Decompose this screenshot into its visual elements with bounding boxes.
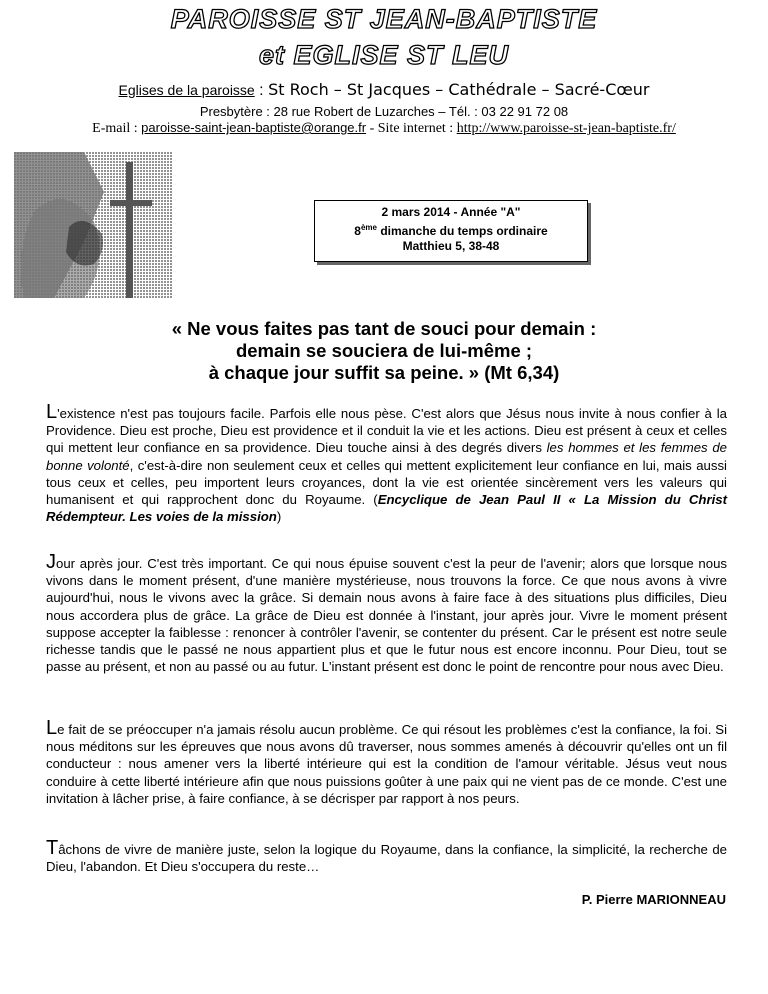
drop-letter: T — [46, 837, 59, 859]
churches-separator: : — [254, 82, 269, 99]
author-signature: P. Pierre MARIONNEAU — [581, 892, 726, 907]
website-link[interactable]: http://www.paroisse-st-jean-baptiste.fr/ — [456, 121, 676, 136]
parish-title: PAROISSE ST JEAN-BAPTISTE — [170, 4, 598, 34]
drop-letter: L — [46, 401, 58, 423]
quote-line-2: demain se souciera de lui-même ; — [235, 340, 533, 361]
churches-names: St Roch – St Jacques – Cathédrale – Sacré-Cœur — [268, 80, 650, 99]
paragraph-text: our après jour. C'est très important. Ce qui nous épuise souvent c'est la peur de l'avenir; alors que lorsque nous vivons dans le moment présent, d'une manière mystérieuse, nous trouvons la force. Ce que nous avons à vivre aujourd'hui, nous le vivons avec la grâce. Si demain nous avons à faire face à des situations plus difficiles, Dieu nous accordera plus de grâce. La grâce de Dieu est donnée à l'instant, jour après jour. Vivre le moment présent suppose accepter la faiblesse : renoncer à contrôler l'avenir, se contenter du présent. Car le présent est notre seule richesse tandis que le passé ne nous appartient plus et que le futur nous est encore inconnu. Pour Dieu, tout se passe au présent, et non au passé ou au futur. L'instant présent est donc le point de rencontre pour nous avec Dieu. — [46, 556, 727, 675]
contact-line — [0, 120, 768, 137]
paragraph-text: âchons de vivre de manière juste, selon la logique du Royaume, dans la confiance, la simplicité, la recherche de Dieu, l'abandon. Et Dieu s'occupera du reste… — [46, 842, 727, 875]
gospel-reference: Matthieu 5, 38-48 — [402, 239, 500, 253]
sunday-line — [315, 220, 587, 239]
paragraph-italic: les hommes et les femmes de bonne volonté — [46, 440, 728, 473]
drop-letter: J — [46, 551, 56, 573]
paragraph-text: 'existence n'est pas toujours facile. Parfois elle nous pèse. C'est alors que Jésus nous invite à nous confier à la Providence. Dieu est proche, Dieu est providence et il conduit la vie et les actions. Dieu est présent à ceux et celles qui mettent leur confiance en sa providence. Dieu touche ainsi à des degrés divers — [46, 406, 727, 456]
site-label: - Site internet : — [366, 121, 457, 136]
paragraph-3 — [46, 717, 727, 807]
paragraph-text: ) — [276, 509, 282, 525]
cross-engraving-image — [14, 152, 172, 298]
sunday-ordinal: ème — [360, 223, 377, 232]
churches-label: Eglises de la paroisse — [118, 82, 255, 98]
gospel-quote — [0, 318, 768, 384]
drop-letter: L — [46, 717, 58, 739]
email-label: E-mail : — [92, 121, 142, 136]
date-box — [314, 200, 588, 262]
quote-line-3: à chaque jour suffit sa peine. » (Mt 6,34) — [208, 362, 560, 383]
presbytere-address: Presbytère : 28 rue Robert de Luzarches – Tél. : 03 22 91 72 08 — [199, 104, 569, 119]
date-line: 2 mars 2014 - Année "A" — [381, 205, 521, 219]
paragraph-1 — [46, 401, 728, 525]
paragraph-text: e fait de se préoccuper n'a jamais résolu aucun problème. Ce qui résout les problèmes c'est la confiance, la foi. Si nous méditons sur les épreuves que nous avons dû traverser, nous sommes amenés à découvrir qu'elles ont un fil conducteur : nous amener vers la liberté intérieure qui est la condition de l'amour véritable. Jésus veut nous conduire à cette liberté intérieure afin que nous puissions goûter à une paix qui ne vient pas de ce monde. C'est une invitation à lâcher prise, à faire confiance, à se décrisper par rapport à nos peurs. — [46, 722, 727, 806]
sunday-label: dimanche du temps ordinaire — [377, 224, 548, 238]
paragraph-2 — [46, 551, 727, 675]
paragraph-4 — [46, 837, 727, 875]
encyclical-reference: Encyclique de Jean Paul II « La Mission du Christ Rédempteur. Les voies de la mission — [46, 492, 727, 525]
quote-line-1: « Ne vous faites pas tant de souci pour demain : — [171, 318, 597, 339]
paragraph-text: , c'est-à-dire non seulement ceux et celles qui mettent explicitement leur confiance en lui, mais aussi tous ceux et celles, peu importent leurs croyances, dont la vie est orientée sincèrement vers les valeurs qui humanisent et qui rapprochent donc du Royaume. ( — [46, 457, 727, 508]
sunday-number: 8 — [354, 224, 361, 238]
church-subtitle: et EGLISE ST LEU — [258, 40, 510, 70]
churches-line — [0, 80, 768, 100]
email-link[interactable]: paroisse-saint-jean-baptiste@orange.fr — [141, 120, 367, 135]
